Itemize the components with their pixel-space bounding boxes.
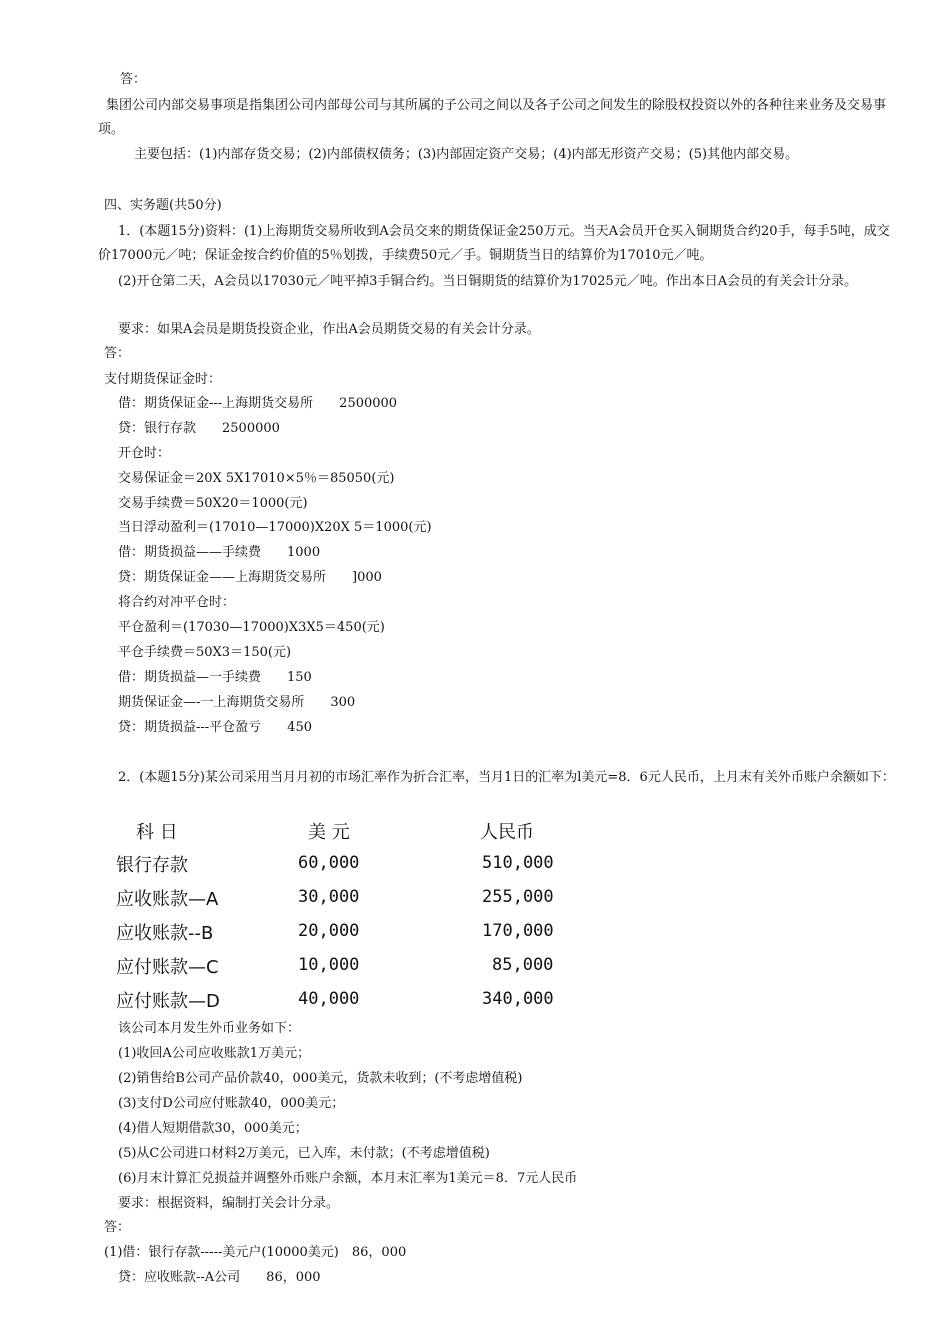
- q1-line: 交易手续费＝50X20＝1000(元): [118, 496, 308, 511]
- q1-line: 贷：银行存款 2500000: [118, 421, 280, 436]
- q2-line: (5)从C公司进口材料2万美元，已入库，未付款；(不考虑增值税): [118, 1146, 490, 1161]
- table-cell-rmb: 170,000: [482, 921, 554, 941]
- q1-line: 当日浮动盈利＝(17010—17000)X20X 5＝1000(元): [118, 520, 432, 535]
- section-heading: 四、实务题(共50分): [104, 198, 222, 213]
- q2-line: (2)销售给B公司产品价款40，000美元，货款未收到；(不考虑增值税): [118, 1071, 523, 1086]
- table-cell-rmb: 255,000: [482, 887, 554, 907]
- q1-line: 支付期货保证金时：: [104, 372, 222, 387]
- table-cell-rmb: 510,000: [482, 853, 554, 873]
- q1-line: 平仓手续费＝50X3＝150(元): [118, 645, 292, 660]
- q2-line: 要求：根据资料，编制打关会计分录。: [118, 1196, 340, 1211]
- q2-line: (1)收回A公司应收账款1万美元；: [118, 1046, 311, 1061]
- intro-includes: 主要包括：(1)内部存货交易；(2)内部债权债务；(3)内部固定资产交易；(4)内部无形资产交易；(5)其他内部交易。: [134, 147, 799, 162]
- table-cell-account: 应付账款—D: [116, 991, 220, 1012]
- q1-line: 借：期货损益—一手续费 150: [118, 670, 312, 685]
- table-cell-usd: 10,000: [298, 955, 360, 975]
- q1-line: 交易保证金＝20X 5X17010×5％＝85050(元): [118, 471, 395, 486]
- q2-line: (3)支付D公司应付账款40，000美元；: [118, 1096, 345, 1111]
- table-cell-usd: 20,000: [298, 921, 360, 941]
- intro-definition: 集团公司内部交易事项是指集团公司内部母公司与其所属的子公司之间以及各子公司之间发生的除股权投资以外的各种往来业务及交易事项。: [98, 98, 887, 137]
- q1-line: 开仓时：: [118, 446, 171, 461]
- q1-line: 贷：期货损益---平仓盈亏 450: [118, 720, 312, 735]
- table-cell-usd: 30,000: [298, 887, 360, 907]
- intro-answer-label: 答：: [120, 72, 147, 87]
- table-cell-account: 应收账款--B: [116, 923, 214, 944]
- table-cell-account: 应收账款—A: [116, 889, 219, 910]
- q2-line: (6)月末计算汇兑损益并调整外币账户余额，本月末汇率为1美元＝8．7元人民币: [118, 1171, 578, 1186]
- q1-line: 将合约对冲平仓时：: [118, 595, 236, 610]
- table-header-account: 科 日: [136, 822, 178, 843]
- q2-answer-line: (1)借：银行存款-----美元户(10000美元) 86，000: [104, 1245, 407, 1260]
- q2-answer-label: 答：: [104, 1220, 131, 1235]
- q1-line: 平仓盈利＝(17030—17000)X3X5＝450(元): [118, 620, 385, 635]
- q1-text-2: (2)开仓第二天，A会员以17030元／吨平掉3手铜合约。当日铜期货的结算价为17025元／吨。作出本日A会员的有关会计分录。: [118, 274, 858, 289]
- q1-line: 贷：期货保证金——上海期货交易所 ]000: [118, 570, 382, 585]
- table-header-rmb: 人民币: [480, 822, 534, 843]
- table-cell-account: 银行存款: [116, 855, 188, 876]
- table-cell-account: 应付账款—C: [116, 957, 219, 978]
- q2-line: (4)借人短期借款30，000美元；: [118, 1121, 308, 1136]
- table-header-usd: 美 元: [308, 822, 350, 843]
- table-cell-usd: 60,000: [298, 853, 360, 873]
- q2-answer-line: 贷：应收账款--A公司 86，000: [118, 1270, 321, 1285]
- q1-line: 借：期货保证金---上海期货交易所 2500000: [118, 396, 398, 411]
- table-cell-rmb: 85,000: [492, 955, 554, 975]
- q1-line: 期货保证金—-一上海期货交易所 300: [118, 695, 356, 710]
- q1-line: 借：期货损益——手续费 1000: [118, 545, 321, 560]
- q1-text-1: 1．(本题15分)资料：(1)上海期货交易所收到A会员交来的期货保证金250万元。当天A会员开仓买入铜期货合约20手，每手5吨，成交价17000元／吨；保证金按合约价值的5％划拨，手续费50元／手。铜期货当日的结算价为17010元／吨。: [98, 224, 890, 263]
- q1-requirement: 要求：如果A会员是期货投资企业，作出A会员期货交易的有关会计分录。: [118, 322, 540, 337]
- table-cell-usd: 40,000: [298, 989, 360, 1009]
- q2-line: 该公司本月发生外币业务如下：: [118, 1021, 301, 1036]
- q1-answer-label: 答：: [104, 346, 131, 361]
- q2-text: 2．(本题15分)某公司采用当月月初的市场汇率作为折合汇率，当月1日的汇率为l美元=8．6元人民币，上月末有关外币账户余额如下：: [118, 770, 895, 785]
- table-cell-rmb: 340,000: [482, 989, 554, 1009]
